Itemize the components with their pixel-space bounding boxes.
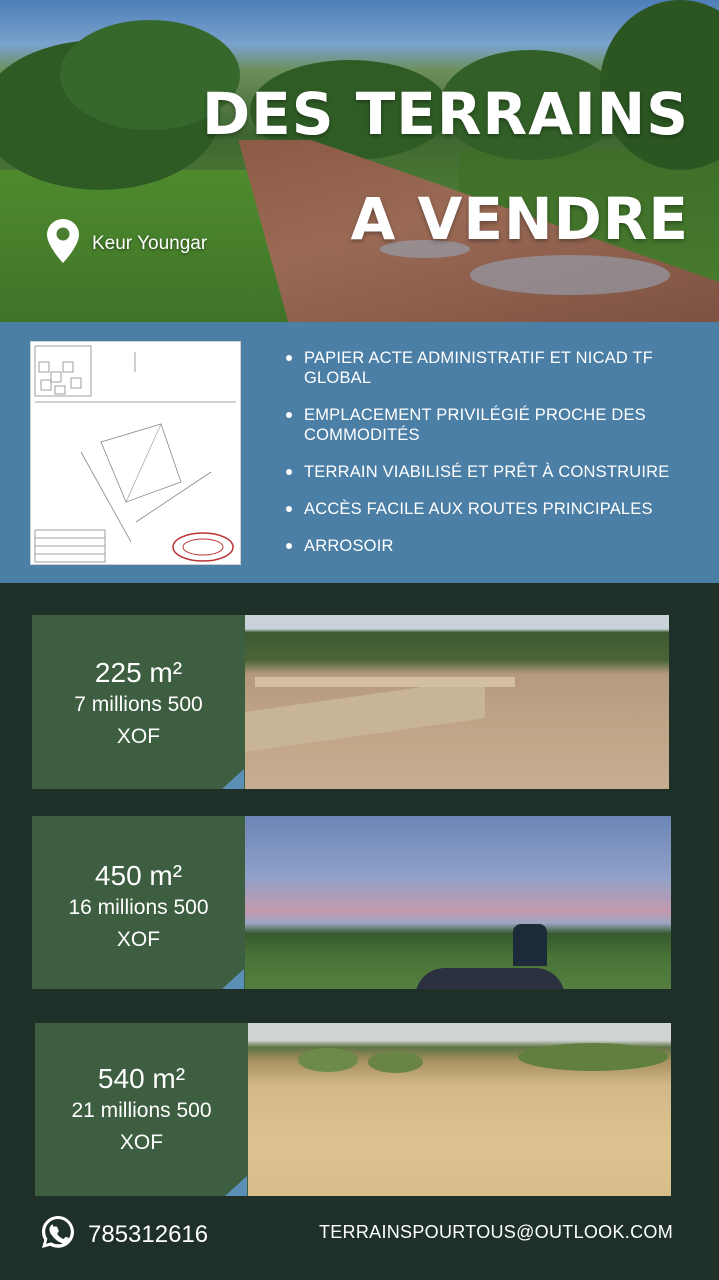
- hero-title-line1: DES TERRAINS: [201, 80, 689, 148]
- figure: [513, 924, 547, 966]
- phone-number[interactable]: 785312616: [88, 1220, 209, 1248]
- listing-card-2: [32, 816, 245, 989]
- listing-card-3: [35, 1023, 248, 1196]
- shrub: [518, 1043, 668, 1071]
- hero-title-line2: A VENDRE: [350, 185, 689, 253]
- listing-currency: XOF: [119, 1131, 164, 1154]
- car-roof: [415, 968, 565, 989]
- wall-block: [255, 677, 515, 687]
- feature-item: ACCÈS FACILE AUX ROUTES PRINCIPALES: [284, 499, 684, 519]
- listing-currency: XOF: [116, 928, 161, 951]
- feature-item: EMPLACEMENT PRIVILÉGIÉ PROCHE DES COMMODITÉS: [284, 405, 684, 445]
- listing-photo-2: [245, 816, 671, 989]
- map-pin-icon: [46, 218, 80, 269]
- feature-item: ARROSOIR: [284, 536, 684, 556]
- listing-price: 16 millions 500: [68, 896, 209, 919]
- listing-photo-3: [248, 1023, 671, 1196]
- whatsapp-icon: [40, 1214, 76, 1255]
- corner-accent: [222, 969, 244, 989]
- feature-item: TERRAIN VIABILISÉ ET PRÊT À CONSTRUIRE: [284, 462, 684, 482]
- shrub: [368, 1051, 423, 1073]
- location-text: Keur Youngar: [92, 232, 208, 254]
- location-label: [46, 218, 207, 269]
- land-plan-image: [30, 341, 241, 565]
- listing-area: 540 m²: [97, 1063, 186, 1094]
- corner-accent: [225, 1176, 247, 1196]
- listing-price: 21 millions 500: [71, 1099, 212, 1122]
- listing-card-1: [32, 615, 245, 789]
- phone-contact[interactable]: [40, 1214, 208, 1255]
- corner-accent: [222, 769, 244, 789]
- shrub: [298, 1048, 358, 1072]
- listing-currency: XOF: [116, 725, 161, 748]
- features-list: [284, 348, 684, 573]
- hero-banner: [0, 0, 719, 322]
- features-section: [0, 322, 719, 583]
- listing-area: 450 m²: [94, 860, 183, 891]
- listing-area: 225 m²: [94, 657, 183, 688]
- wall-block: [245, 678, 485, 752]
- listing-price: 7 millions 500: [74, 693, 203, 716]
- feature-item: PAPIER ACTE ADMINISTRATIF ET NICAD TF GLOBAL: [284, 348, 684, 388]
- email-address[interactable]: TERRAINSPOURTOUS@OUTLOOK.COM: [318, 1222, 673, 1242]
- road-puddle: [470, 255, 670, 295]
- listing-photo-1: [245, 615, 669, 789]
